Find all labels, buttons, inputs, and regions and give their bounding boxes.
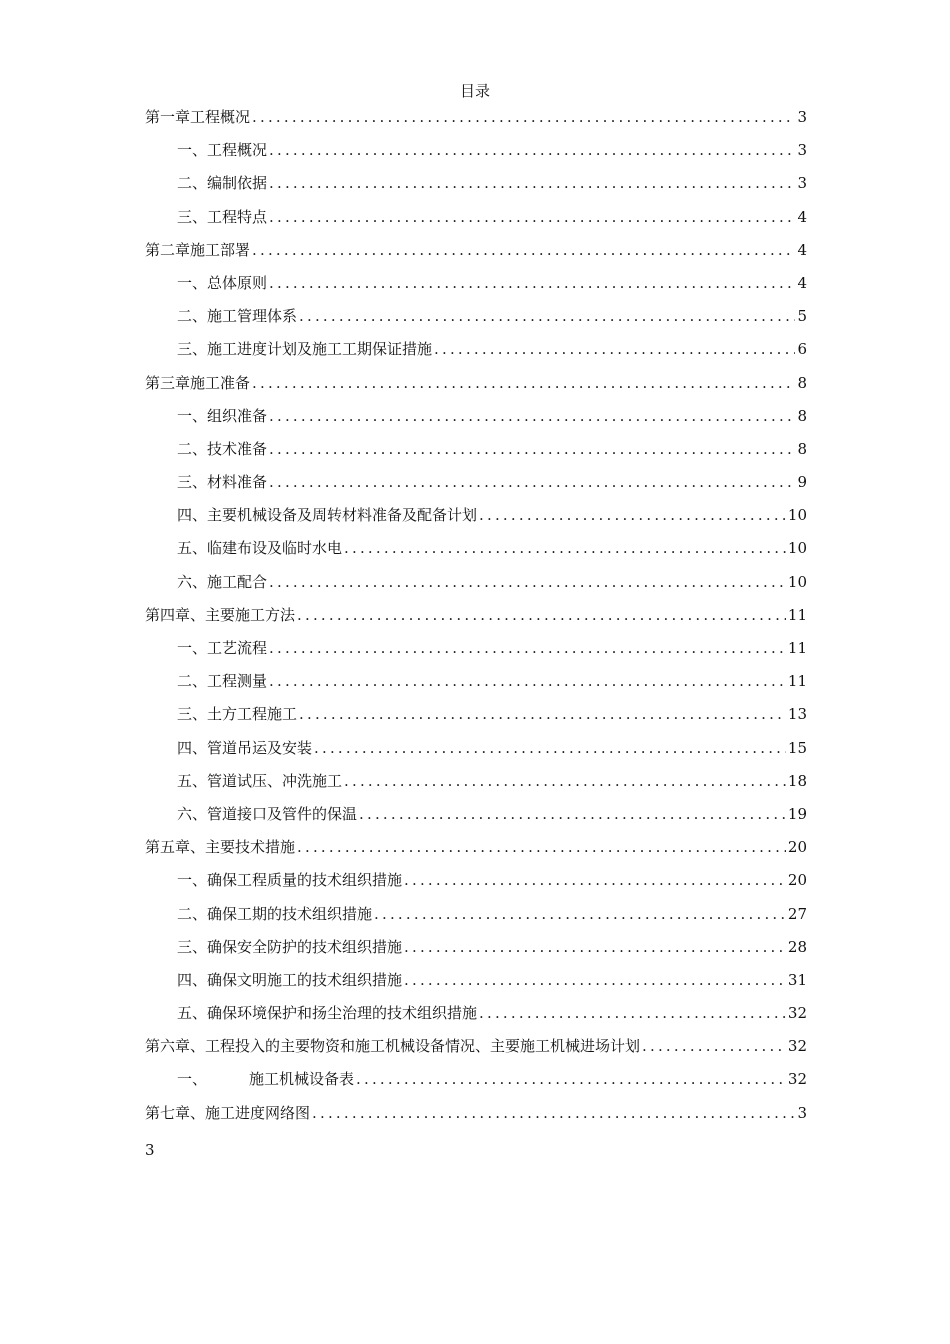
toc-entry[interactable]: [145, 735, 807, 768]
toc-title: 目录: [459, 82, 490, 100]
toc-entry-label: 六、施工配合: [177, 572, 268, 591]
toc-entry-page: 32: [787, 1004, 807, 1023]
footer-page-number: 3: [145, 1141, 155, 1159]
toc-dot-leader: [269, 170, 795, 196]
toc-entry-page: 8: [797, 406, 807, 425]
toc-entry-label: 三、材料准备: [177, 473, 268, 492]
toc-entry-label: 一、总体原则: [177, 273, 268, 292]
toc-dot-leader: [269, 469, 795, 495]
toc-entry-page: 20: [787, 871, 807, 890]
toc-entry-label: 三、施工进度计划及施工工期保证措施: [177, 340, 433, 359]
toc-entry-page: 28: [787, 937, 807, 956]
toc-dot-leader: [297, 834, 786, 860]
toc-entry-page: 27: [787, 904, 807, 923]
toc-entry[interactable]: [145, 801, 807, 834]
toc-entry-page: 3: [797, 174, 807, 193]
toc-entry-label: 第一章工程概况: [145, 108, 251, 126]
toc-entry-label: 四、确保文明施工的技术组织措施: [177, 970, 403, 989]
toc-dot-leader: [269, 668, 786, 694]
toc-entry-label: 第二章施工部署: [145, 240, 251, 259]
toc-entry-label: 第五章、主要技术措施: [145, 838, 296, 857]
toc-entry-page: 5: [797, 307, 807, 326]
toc-dot-leader: [404, 967, 786, 993]
toc-entry-page: 4: [797, 207, 807, 226]
toc-dot-leader: [269, 635, 786, 661]
toc-entry-page: 4: [797, 240, 807, 259]
toc-dot-leader: [404, 867, 786, 893]
toc-entry[interactable]: [145, 934, 807, 967]
toc-entry-page: 31: [787, 970, 807, 989]
toc-entry-page: 3: [797, 141, 807, 160]
toc-entry-label: 第四章、主要施工方法: [145, 605, 296, 624]
toc-entry-page: 8: [797, 373, 807, 392]
toc-dot-leader: [269, 270, 795, 296]
toc-dot-leader: [374, 901, 786, 927]
toc-entry[interactable]: [145, 204, 807, 237]
toc-entry-label: 一、工艺流程: [177, 639, 268, 657]
toc-dot-leader: [269, 403, 795, 429]
toc-entry[interactable]: [145, 469, 807, 502]
toc-list: [145, 104, 807, 1133]
toc-entry[interactable]: [145, 569, 807, 602]
toc-entry[interactable]: [145, 768, 807, 801]
toc-entry[interactable]: [145, 602, 807, 635]
toc-entry[interactable]: [145, 901, 807, 934]
toc-entry-page: 3: [797, 1103, 807, 1122]
toc-entry-page: 6: [797, 340, 807, 359]
toc-entry[interactable]: [145, 1066, 807, 1099]
toc-entry[interactable]: [145, 701, 807, 734]
toc-entry-label: 三、工程特点: [177, 207, 268, 226]
toc-entry[interactable]: [145, 867, 807, 900]
toc-entry-label: 五、确保环境保护和扬尘治理的技术组织措施: [177, 1004, 478, 1023]
toc-dot-leader: [269, 204, 795, 230]
toc-entry[interactable]: [145, 370, 807, 403]
toc-entry-label: 五、管道试压、冲洗施工: [177, 771, 343, 790]
toc-entry-page: 11: [787, 672, 807, 691]
toc-entry-page: 3: [797, 108, 807, 126]
toc-dot-leader: [312, 1100, 795, 1126]
toc-entry[interactable]: [145, 270, 807, 303]
toc-entry-label: 第七章、施工进度网络图: [145, 1103, 311, 1122]
toc-entry[interactable]: [145, 436, 807, 469]
toc-dot-leader: [479, 1000, 786, 1026]
toc-entry[interactable]: [145, 635, 807, 668]
toc-entry[interactable]: [145, 104, 807, 137]
toc-dot-leader: [314, 735, 786, 761]
toc-entry[interactable]: [145, 668, 807, 701]
toc-entry-page: 4: [797, 273, 807, 292]
toc-dot-leader: [356, 1066, 786, 1092]
toc-entry[interactable]: [145, 403, 807, 436]
toc-entry-label: 一、组织准备: [177, 406, 268, 425]
toc-entry-label: 二、施工管理体系: [177, 307, 298, 326]
toc-dot-leader: [269, 436, 795, 462]
toc-entry[interactable]: [145, 1000, 807, 1033]
toc-entry-label: 第六章、工程投入的主要物资和施工机械设备情况、主要施工机械进场计划: [145, 1037, 641, 1056]
toc-dot-leader: [344, 768, 786, 794]
toc-entry-label: 一、工程概况: [177, 141, 268, 160]
toc-dot-leader: [479, 502, 786, 528]
toc-entry-page: 10: [787, 506, 807, 525]
toc-entry-page: 15: [787, 738, 807, 757]
toc-entry[interactable]: [145, 1100, 807, 1133]
toc-entry-label-prefix: 一、: [177, 1070, 208, 1089]
toc-dot-leader: [434, 336, 795, 362]
toc-entry[interactable]: [145, 303, 807, 336]
toc-entry-label: 第三章施工准备: [145, 373, 251, 392]
toc-entry[interactable]: [145, 535, 807, 568]
toc-entry-label: [177, 1066, 354, 1092]
toc-entry-label: 四、主要机械设备及周转材料准备及配备计划: [177, 506, 478, 525]
toc-entry-page: 9: [797, 473, 807, 492]
toc-entry[interactable]: [145, 170, 807, 203]
toc-dot-leader: [359, 801, 786, 827]
toc-dot-leader: [269, 137, 795, 163]
toc-entry-page: 19: [787, 804, 807, 823]
toc-entry-label: 三、土方工程施工: [177, 705, 298, 724]
toc-dot-leader: [299, 701, 786, 727]
toc-entry-label: 二、工程测量: [177, 672, 268, 691]
toc-entry[interactable]: [145, 502, 807, 535]
toc-dot-leader: [299, 303, 795, 329]
toc-entry-label: 四、管道吊运及安装: [177, 738, 313, 757]
toc-dot-leader: [344, 535, 786, 561]
toc-dot-leader: [404, 934, 786, 960]
toc-dot-leader: [297, 602, 786, 628]
toc-entry-label: 一、确保工程质量的技术组织措施: [177, 871, 403, 890]
toc-entry-page: 10: [787, 572, 807, 591]
toc-entry-page: 20: [787, 838, 807, 857]
toc-dot-leader: [252, 370, 795, 396]
toc-dot-leader: [269, 569, 786, 595]
toc-entry[interactable]: [145, 137, 807, 170]
toc-entry-page: 32: [787, 1070, 807, 1089]
toc-entry-label: 二、确保工期的技术组织措施: [177, 904, 373, 923]
toc-entry[interactable]: [145, 237, 807, 270]
toc-entry-label: 五、临建布设及临时水电: [177, 539, 343, 558]
toc-dot-leader: [642, 1033, 786, 1059]
toc-entry-label-suffix: 施工机械设备表: [249, 1070, 355, 1089]
toc-entry-page: 32: [787, 1037, 807, 1056]
toc-entry-label: 三、确保安全防护的技术组织措施: [177, 937, 403, 956]
toc-entry-page: 8: [797, 439, 807, 458]
toc-entry[interactable]: [145, 1033, 807, 1066]
toc-entry-page: 11: [787, 639, 807, 657]
toc-entry-page: 10: [787, 539, 807, 558]
toc-entry-label: 二、编制依据: [177, 174, 268, 193]
toc-entry[interactable]: [145, 834, 807, 867]
toc-entry-page: 11: [787, 605, 807, 624]
toc-entry-label: 二、技术准备: [177, 439, 268, 458]
toc-entry-page: 18: [787, 771, 807, 790]
toc-dot-leader: [252, 104, 795, 130]
toc-entry-label: 六、管道接口及管件的保温: [177, 804, 358, 823]
toc-entry-page: 13: [787, 705, 807, 724]
toc-entry[interactable]: [145, 336, 807, 369]
toc-dot-leader: [252, 237, 795, 263]
toc-entry[interactable]: [145, 967, 807, 1000]
